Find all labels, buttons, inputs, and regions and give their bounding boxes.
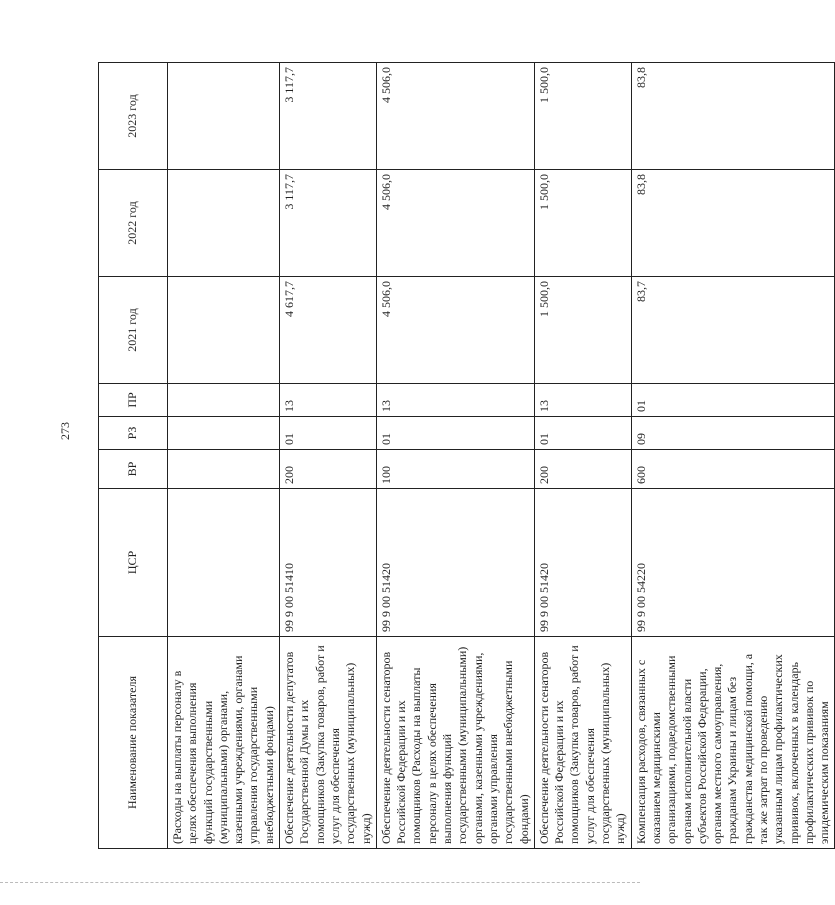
row-2021: 1 500,0 xyxy=(534,277,631,384)
header-2021: 2021 год xyxy=(99,277,168,384)
row-vr: 600 xyxy=(631,450,835,489)
row-csr xyxy=(168,489,280,637)
row-csr: 99 9 00 54220 xyxy=(631,489,835,637)
table-header-row xyxy=(99,63,168,849)
header-rz: РЗ xyxy=(99,417,168,450)
row-csr: 99 9 00 51420 xyxy=(376,489,534,637)
page-bottom-rule xyxy=(0,882,640,884)
row-rz: 01 xyxy=(280,417,377,450)
header-vr: ВР xyxy=(99,450,168,489)
table-container xyxy=(98,63,832,849)
row-2023: 83,8 xyxy=(631,63,835,170)
row-pr: 13 xyxy=(376,384,534,417)
row-csr: 99 9 00 51420 xyxy=(534,489,631,637)
row-2023: 1 500,0 xyxy=(534,63,631,170)
row-name: Компенсация расходов, связанных с оказанием медицинскими организациями, подведомственными органам исполнительной власти субъектов Российской Федерации, органам местного самоуправления, гражданам Украины и лицам без гражданства медицинской помощи, а так же затрат по проведению указанным лицам профилактических прививок, включенных в календарь профилактических прививок по эпидемическим показаниям xyxy=(631,637,835,849)
table-row xyxy=(631,63,835,849)
row-2022 xyxy=(168,170,280,277)
row-2021: 4 506,0 xyxy=(376,277,534,384)
row-csr: 99 9 00 51410 xyxy=(280,489,377,637)
row-2021 xyxy=(168,277,280,384)
row-pr xyxy=(168,384,280,417)
page-number: 273 xyxy=(58,422,72,440)
row-2022: 83,8 xyxy=(631,170,835,277)
header-2023: 2023 год xyxy=(99,63,168,170)
table-row xyxy=(376,63,534,849)
row-rz: 01 xyxy=(376,417,534,450)
table-row xyxy=(168,63,280,849)
row-2022: 1 500,0 xyxy=(534,170,631,277)
row-2023: 3 117,7 xyxy=(280,63,377,170)
row-vr xyxy=(168,450,280,489)
row-vr: 200 xyxy=(534,450,631,489)
row-rz: 09 xyxy=(631,417,835,450)
header-2022: 2022 год xyxy=(99,170,168,277)
table-row xyxy=(534,63,631,849)
row-rz xyxy=(168,417,280,450)
row-2021: 83,7 xyxy=(631,277,835,384)
row-name: Обеспечение деятельности сенаторов Российской Федерации и их помощников (Расходы на выплаты персоналу в целях обеспечения выполнения функций государственными (муниципальными) органами, казенными учреждениями, органами управления государственными внебюджетными фондами) xyxy=(376,637,534,849)
row-2022: 3 117,7 xyxy=(280,170,377,277)
row-pr: 01 xyxy=(631,384,835,417)
row-pr: 13 xyxy=(280,384,377,417)
row-2021: 4 617,7 xyxy=(280,277,377,384)
header-pr: ПР xyxy=(99,384,168,417)
header-csr: ЦСР xyxy=(99,489,168,637)
row-name: Обеспечение деятельности сенаторов Российской Федерации и их помощников (Закупка товаров, работ и услуг для обеспечения государственных (муниципальных) нужд) xyxy=(534,637,631,849)
row-rz: 01 xyxy=(534,417,631,450)
row-pr: 13 xyxy=(534,384,631,417)
budget-table xyxy=(98,62,835,849)
table-row xyxy=(280,63,377,849)
row-name: Обеспечение деятельности депутатов Государственной Думы и их помощников (Закупка товаров, работ и услуг для обеспечения государственных (муниципальных) нужд) xyxy=(280,637,377,849)
row-2023: 4 506,0 xyxy=(376,63,534,170)
row-vr: 200 xyxy=(280,450,377,489)
row-vr: 100 xyxy=(376,450,534,489)
header-name: Наименование показателя xyxy=(99,637,168,849)
row-name: (Расходы на выплаты персоналу в целях обеспечения выполнения функций государственными (муниципальными) органами, казенными учреждениями, органами управления государственными внебюджетными фондами) xyxy=(168,637,280,849)
row-2022: 4 506,0 xyxy=(376,170,534,277)
row-2023 xyxy=(168,63,280,170)
